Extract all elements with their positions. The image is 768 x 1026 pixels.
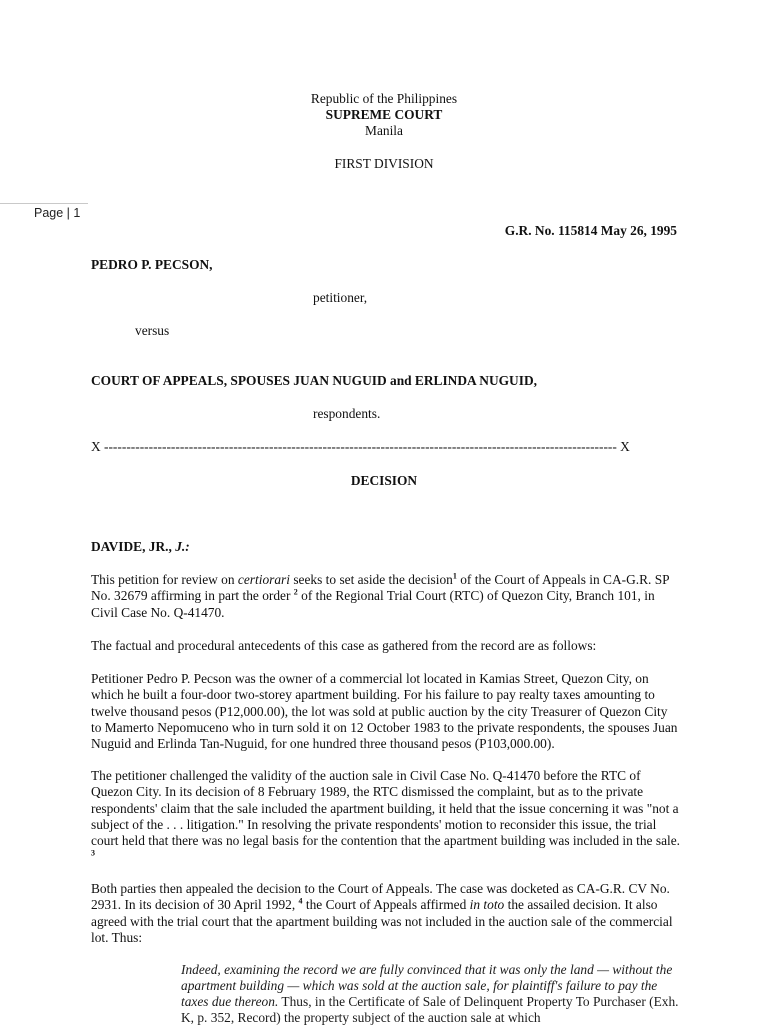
section-separator: X ------------------------------------------------------------------------------------------------------------------- X bbox=[91, 439, 630, 454]
decision-heading: DECISION bbox=[350, 473, 418, 488]
petitioner-role: petitioner, bbox=[313, 290, 368, 305]
footnote-ref-3[interactable]: 3 bbox=[91, 849, 95, 859]
ponente bbox=[91, 539, 190, 555]
versus-label: versus bbox=[135, 323, 170, 338]
page-number-label: Page | 1 bbox=[34, 206, 81, 220]
quote-emphasis: Indeed, examining the record we are fully convinced that it was only the land — without the apartment building — which was sold at the auction sale, for plaintiff's failure to pay the taxes due thereon. bbox=[181, 962, 673, 1009]
paragraph-2: The factual and procedural antecedents of this case as gathered from the record are as follows: bbox=[91, 638, 597, 653]
paragraph-3: Petitioner Pedro P. Pecson was the owner of a commercial lot located in Kamias Street, Quezon City, on which he built a four-door two-storey apartment building. For his failure to pay realty taxes amounting to twelve thousand pesos (P12,000.00), the lot was sold at public auction by the city Treasurer of Quezon City to Mamerto Nepomuceno who in turn sold it on 12 October 1983 to the private respondents, the spouses Juan Nuguid and Erlinda Tan-Nuguid, for one hundred three thousand pesos (P103,000.00). bbox=[91, 671, 678, 752]
case-number-date: G.R. No. 115814 May 26, 1995 bbox=[504, 223, 677, 238]
republic-line: Republic of the Philippines bbox=[310, 91, 458, 106]
respondents-name: COURT OF APPEALS, SPOUSES JUAN NUGUID and ERLINDA NUGUID, bbox=[91, 373, 537, 388]
ponente-suffix: J.: bbox=[175, 539, 190, 554]
petitioner-name: PEDRO P. PECSON, bbox=[91, 257, 213, 272]
footnote-ref-4[interactable]: 4 bbox=[298, 896, 303, 906]
court-name: SUPREME COURT bbox=[325, 107, 443, 122]
block-quote bbox=[181, 962, 681, 1026]
paragraph-1: This petition for review on certiorari seeks to set aside the decision$^1$ of the Court of Appeals in CA-G.R. SP No. 32679 affirming in part the order $^2$ of the Regional Trial Court (RTC) of Quezon City, Branch 101, in Civil Case No. Q-41470. bbox=[91, 571, 670, 620]
paragraph-5: Both parties then appealed the decision to the Court of Appeals. The case was docketed as CA-G.R. CV No. 2931. In its decision of 30 April 1992, $^4$ the Court of Appeals affirmed in toto the assailed decision. It also agreed with the trial court that the apartment building was not included in the auction sale of the commercial lot. Thus: bbox=[91, 881, 673, 945]
respondents-role: respondents. bbox=[313, 406, 381, 421]
footnote-ref-1[interactable]: 1 bbox=[452, 571, 457, 581]
footnote-ref-2[interactable]: 2 bbox=[293, 587, 298, 597]
division-name: FIRST DIVISION bbox=[334, 156, 434, 171]
ponente-name: DAVIDE, JR., bbox=[91, 539, 172, 554]
page-number-rule bbox=[0, 203, 88, 204]
quote-text: Thus, in the Certificate of Sale of Delinquent Property To Purchaser (Exh. K, p. 352, Record) the property subject of the auction sale at which bbox=[181, 994, 679, 1025]
paragraph-4: The petitioner challenged the validity of the auction sale in Civil Case No. Q-41470 before the RTC of Quezon City. In its decision of 8 February 1989, the RTC dismissed the complaint, but as to the private respondents' claim that the sale included the apartment building, it held that the issue concerning it was "not a subject of the . . . litigation." In resolving the private respondents' motion to reconsider this issue, the trial court held that there was no legal basis for the contention that the apartment building was included in the sale. $^3$ bbox=[91, 768, 681, 859]
court-city: Manila bbox=[365, 123, 403, 138]
